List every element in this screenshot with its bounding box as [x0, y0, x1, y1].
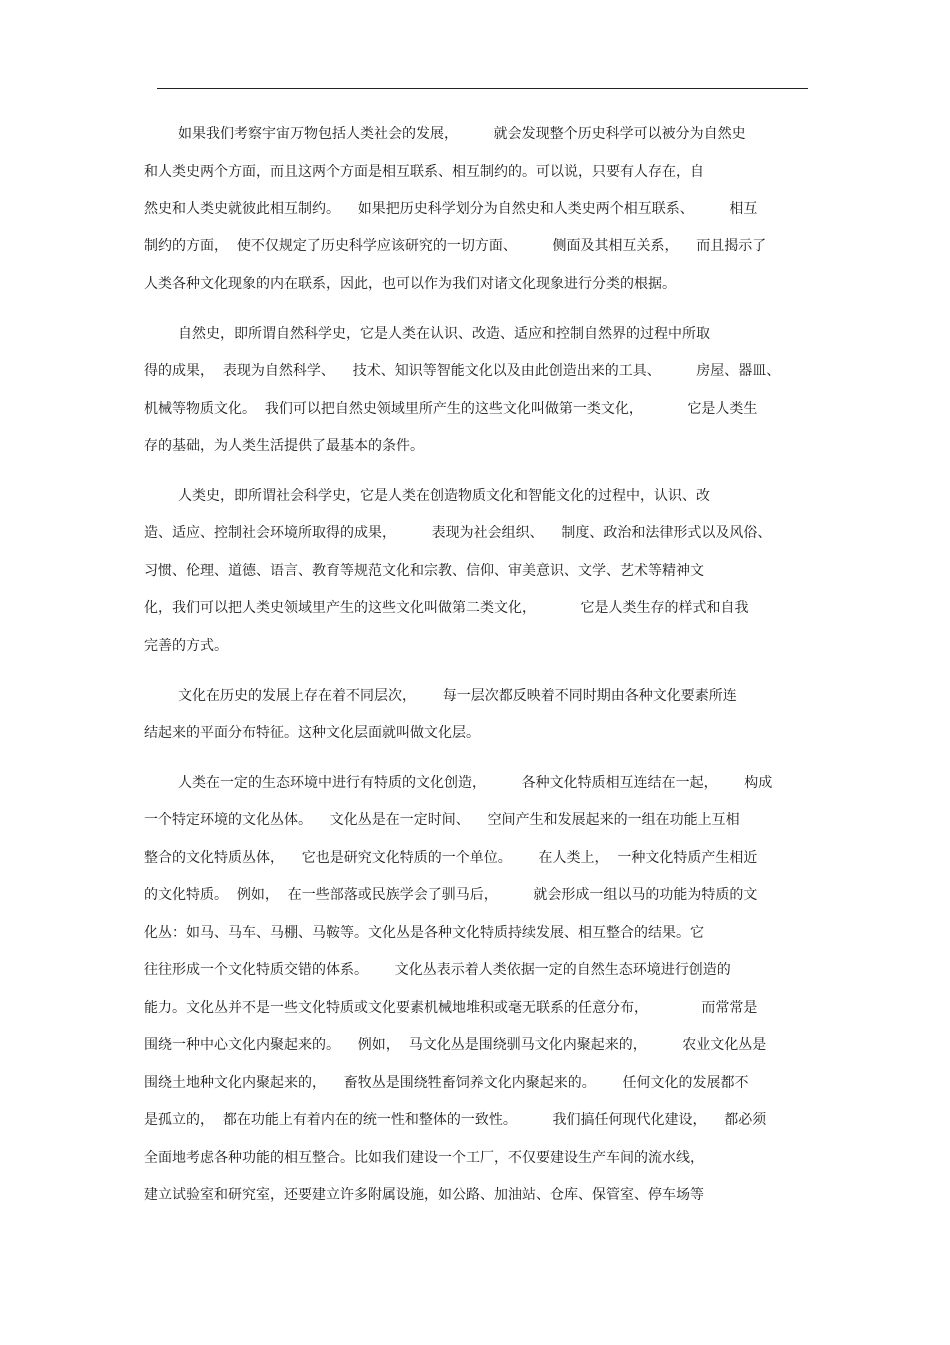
text-line: 人类各种文化现象的内在联系，因此，也可以作为我们对诸文化现象进行分类的根据。 — [144, 276, 676, 292]
text-line: 一个特定环境的文化丛体。 文化丛是在一定时间、 空间产生和发展起来的一组在功能上互相 — [144, 812, 740, 828]
text-line: 然史和人类史就彼此相互制约。 如果把历史科学划分为自然史和人类史两个相互联系、 相互 — [144, 201, 758, 217]
text-line: 习惯、伦理、道德、语言、教育等规范文化和宗教、信仰、审美意识、文学、艺术等精神文 — [144, 563, 704, 579]
text-line: 全面地考虑各种功能的相互整合。比如我们建设一个工厂，不仅要建设生产车间的流水线， — [144, 1150, 704, 1166]
text-line: 人类在一定的生态环境中进行有特质的文化创造， 各种文化特质相互连结在一起， 构成 — [178, 775, 773, 791]
text-line: 往往形成一个文化特质交错的体系。 文化丛表示着人类依据一定的自然生态环境进行创造的 — [144, 962, 731, 978]
text-line: 存的基础，为人类生活提供了最基本的条件。 — [144, 438, 424, 454]
text-line: 得的成果， 表现为自然科学、 技术、知识等智能文化以及由此创造出来的工具、 房屋、器皿、 — [144, 363, 781, 379]
text-line: 建立试验室和研究室，还要建立许多附属设施，如公路、加油站、仓库、保管室、停车场等 — [144, 1187, 704, 1203]
text-line: 造、适应、控制社会环境所取得的成果， 表现为社会组织、 制度、政治和法律形式以及风俗、 — [144, 525, 772, 541]
text-line: 制约的方面， 使不仅规定了历史科学应该研究的一切方面、 侧面及其相互关系， 而且揭示了 — [144, 238, 767, 254]
header-rule — [157, 88, 808, 89]
text-line: 文化在历史的发展上存在着不同层次， 每一层次都反映着不同时期由各种文化要素所连 — [178, 688, 737, 704]
text-line: 是孤立的， 都在功能上有着内在的统一性和整体的一致性。 我们搞任何现代化建设， 都必须 — [144, 1112, 767, 1128]
text-line: 机械等物质文化。 我们可以把自然史领域里所产生的这些文化叫做第一类文化， 它是人类生 — [144, 401, 758, 417]
text-line: 完善的方式。 — [144, 638, 228, 654]
text-line: 自然史，即所谓自然科学史，它是人类在认识、改造、适应和控制自然界的过程中所取 — [178, 326, 710, 342]
text-line: 围绕土地种文化内聚起来的， 畜牧丛是围绕牲畜饲养文化内聚起来的。 任何文化的发展都不 — [144, 1075, 749, 1091]
text-line: 人类史，即所谓社会科学史，它是人类在创造物质文化和智能文化的过程中，认识、改 — [178, 488, 710, 504]
text-line: 结起来的平面分布特征。这种文化层面就叫做文化层。 — [144, 725, 480, 741]
text-line: 围绕一种中心文化内聚起来的。 例如， 马文化丛是围绕驯马文化内聚起来的， 农业文化丛是 — [144, 1037, 767, 1053]
text-line: 整合的文化特质丛体， 它也是研究文化特质的一个单位。 在人类上， 一种文化特质产生相近 — [144, 850, 758, 866]
text-line: 和人类史两个方面，而且这两个方面是相互联系、相互制约的。可以说，只要有人存在，自 — [144, 164, 704, 180]
text-line: 能力。文化丛并不是一些文化特质或文化要素机械地堆积或毫无联系的任意分布， 而常常是 — [144, 1000, 758, 1016]
text-line: 化，我们可以把人类史领域里产生的这些文化叫做第二类文化， 它是人类生存的样式和自我 — [144, 600, 749, 616]
text-line: 化丛：如马、马车、马棚、马鞍等。文化丛是各种文化特质持续发展、相互整合的结果。它 — [144, 925, 704, 941]
text-line: 的文化特质。 例如， 在一些部落或民族学会了驯马后， 就会形成一组以马的功能为特质的文 — [144, 887, 758, 903]
text-line: 如果我们考察宇宙万物包括人类社会的发展， 就会发现整个历史科学可以被分为自然史 — [178, 126, 746, 142]
